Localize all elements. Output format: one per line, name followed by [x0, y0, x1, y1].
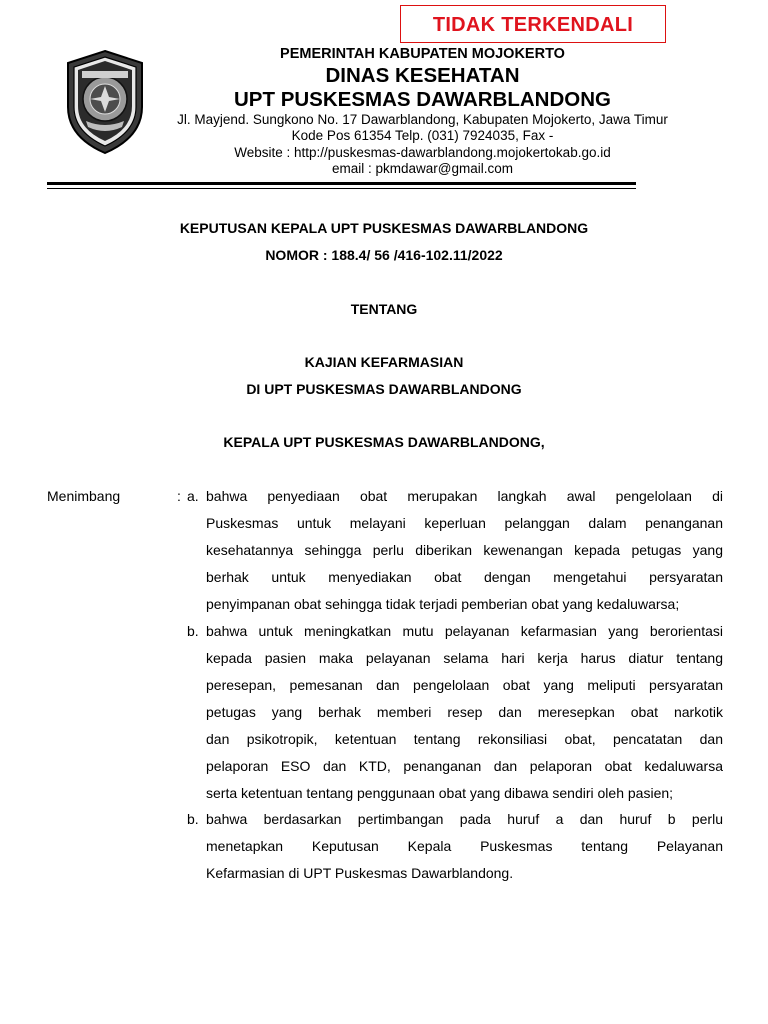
letterhead-government: PEMERINTAH KABUPATEN MOJOKERTO	[280, 46, 565, 62]
point-marker: b.	[187, 811, 199, 827]
point-b-line: dan psikotropik, ketentuan tentang rekonsiliasi obat, pencatatan dan	[206, 731, 723, 747]
point-a-line: Puskesmas untuk melayani keperluan pelanggan dalam penanganan	[206, 515, 723, 531]
letterhead-email: email : pkmdawar@gmail.com	[331, 161, 513, 176]
mojokerto-regency-emblem	[64, 49, 146, 155]
point-c-line: Kefarmasian di UPT Puskesmas Dawarblandong.	[206, 865, 514, 881]
decree-number: NOMOR : 188.4/ 56 /416-102.11/2022	[265, 247, 503, 263]
point-b-line: peresepan, pemesanan dan pengelolaan obat yang meliputi persyaratan	[206, 677, 723, 693]
letterhead-agency: DINAS KESEHATAN	[325, 64, 520, 87]
point-b-line: bahwa untuk meningkatkan mutu pelayanan kefarmasian yang berorientasi	[206, 623, 723, 639]
decree-subject-line-1: KAJIAN KEFARMASIAN	[304, 354, 464, 370]
considering-label: Menimbang	[47, 488, 121, 504]
point-b-line: petugas yang berhak memberi resep dan meresepkan obat narkotik	[206, 704, 723, 720]
point-marker: a.	[187, 488, 199, 504]
considering-separator: :	[177, 488, 181, 504]
point-b-line: kepada pasien maka pelayanan selama hari kerja harus diatur tentang	[206, 650, 723, 666]
decree-title: KEPUTUSAN KEPALA UPT PUSKESMAS DAWARBLANDONG	[179, 220, 589, 236]
point-a-line: penyimpanan obat sehingga tidak terjadi pemberian obat yang kedaluwarsa;	[206, 596, 680, 612]
letterhead-divider-thin	[47, 188, 636, 189]
decree-issuer: KEPALA UPT PUSKESMAS DAWARBLANDONG,	[223, 434, 545, 450]
point-c-line: menetapkan Keputusan Kepala Puskesmas tentang Pelayanan	[206, 838, 723, 854]
point-c-line: bahwa berdasarkan pertimbangan pada huruf a dan huruf b perlu	[206, 811, 723, 827]
decree-subject-line-2: DI UPT PUSKESMAS DAWARBLANDONG	[246, 381, 522, 397]
point-a-line: bahwa penyediaan obat merupakan langkah awal pengelolaan di	[206, 488, 723, 504]
point-marker: b.	[187, 623, 199, 639]
letterhead-website: Website : http://puskesmas-dawarblandong.mojokertokab.go.id	[234, 145, 611, 160]
letterhead-divider-thick	[47, 182, 636, 185]
letterhead-unit: UPT PUSKESMAS DAWARBLANDONG	[234, 88, 611, 111]
decree-about: TENTANG	[350, 301, 418, 317]
point-b-line: pelaporan ESO dan KTD, penanganan dan pelaporan obat kedaluwarsa	[206, 758, 723, 774]
letterhead-address: Jl. Mayjend. Sungkono No. 17 Dawarblandong, Kabupaten Mojokerto, Jawa Timur	[177, 112, 668, 127]
point-b-line: serta ketentuan tentang penggunaan obat yang dibawa sendiri oleh pasien;	[206, 785, 674, 801]
uncontrolled-stamp: TIDAK TERKENDALI	[400, 5, 666, 43]
point-a-line: kesehatannya sehingga perlu diberikan kewenangan kepada petugas yang	[206, 542, 723, 558]
letterhead-postal: Kode Pos 61354 Telp. (031) 7924035, Fax -	[291, 128, 554, 143]
point-a-line: berhak untuk menyediakan obat dengan mengetahui persyaratan	[206, 569, 723, 585]
